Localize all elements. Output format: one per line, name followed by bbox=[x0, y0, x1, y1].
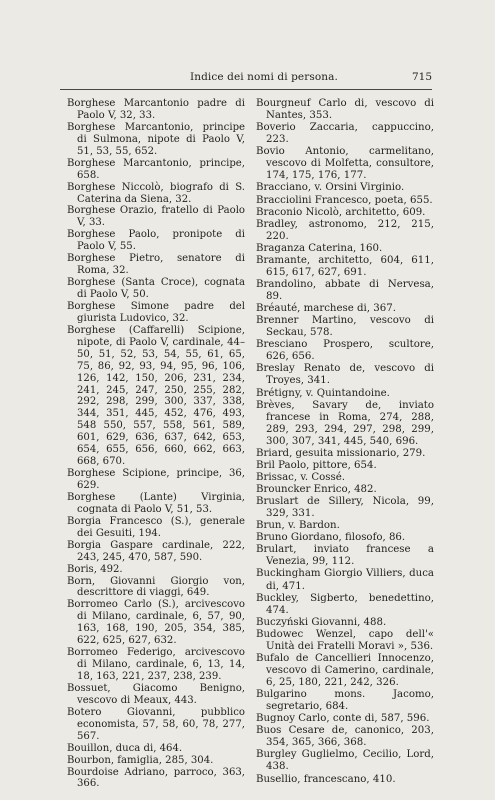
index-entry: Brulart, inviato francese a Venezia, 99, 112. bbox=[256, 544, 434, 568]
index-entry: Brèves, Savary de, inviato francese in Roma, 274, 288, 289, 293, 294, 297, 298, 299, 300, 307, 341, 445, 540, 696. bbox=[256, 399, 434, 447]
index-entry: Brun, v. Bardon. bbox=[256, 520, 340, 532]
index-entry: Bracciano, v. Orsini Virginio. bbox=[256, 182, 405, 194]
index-entry: Borghese Paolo, pronipote di Paolo V, 55. bbox=[67, 229, 245, 253]
running-header bbox=[60, 71, 432, 85]
index-entry: Brissac, v. Cossé. bbox=[256, 471, 345, 483]
index-entry: Bramante, architetto, 604, 611, 615, 617, 627, 691. bbox=[256, 254, 434, 278]
index-entry: Borghese Pietro, senatore di Roma, 32. bbox=[67, 253, 245, 277]
index-entry: Bradley, astronomo, 212, 215, 220. bbox=[256, 218, 434, 242]
index-entry: Bruno Giordano, filosofo, 86. bbox=[256, 532, 406, 544]
index-entry: Brandolino, abbate di Nervesa, 89. bbox=[256, 278, 434, 302]
index-entry: Buckley, Sigberto, benedettino, 474. bbox=[256, 592, 434, 616]
index-entry: Briard, gesuita missionario, 279. bbox=[256, 447, 426, 459]
index-entry: Borghese Niccolò, biografo di S. Caterina da Siena, 32. bbox=[67, 181, 245, 205]
index-entry: Borromeo Carlo (S.), arcivescovo di Milano, cardinale, 6, 57, 90, 163, 168, 190, 205, 354, 385, 622, 625, 627, 632. bbox=[67, 599, 245, 647]
header-rule bbox=[60, 89, 432, 90]
index-entry: Born, Giovanni Giorgio von, descrittore di viaggi, 649. bbox=[67, 575, 245, 599]
index-entry: Busellio, francescano, 410. bbox=[256, 773, 396, 785]
index-entry: Bouillon, duca di, 464. bbox=[67, 742, 183, 754]
index-entry: Breslay Renato de, vescovo di Troyes, 341. bbox=[256, 363, 434, 387]
index-entry: Buczyński Giovanni, 488. bbox=[256, 616, 387, 628]
index-entry: Bugnoy Carlo, conte di, 587, 596. bbox=[256, 713, 430, 725]
index-entry: Borgia Gaspare cardinale, 222, 243, 245, 470, 587, 590. bbox=[67, 539, 245, 563]
index-entry: Buos Cesare de, canonico, 203, 354, 365, 366, 368. bbox=[256, 725, 434, 749]
index-entry: Bourdoise Adriano, parroco, 363, 366. bbox=[67, 766, 245, 790]
index-entry: Budowec Wenzel, capo dell'« Unità dei Fratelli Moravi », 536. bbox=[256, 628, 434, 652]
index-entry: Brétigny, v. Quintandoine. bbox=[256, 387, 390, 399]
index-entry: Boris, 492. bbox=[67, 563, 123, 575]
index-entry: Bresciano Prospero, scultore, 626, 656. bbox=[256, 339, 434, 363]
index-entry: Borghese Simone padre del giurista Ludovico, 32. bbox=[67, 300, 245, 324]
index-entry: Braconio Nicolò, architetto, 609. bbox=[256, 206, 426, 218]
index-entry: Burgley Guglielmo, Cecilio, Lord, 438. bbox=[256, 749, 434, 773]
index-entry: Borghese Marcantonio, principe, 658. bbox=[67, 157, 245, 181]
index-entry: Bourbon, famiglia, 285, 304. bbox=[67, 754, 214, 766]
index-entry: Boverio Zaccaria, cappuccino, 223. bbox=[256, 122, 434, 146]
index-entry: Borghese Scipione, principe, 36, 629. bbox=[67, 468, 245, 491]
index-column-left bbox=[67, 98, 245, 790]
index-entry: Borghese Orazio, fratello di Paolo V, 33. bbox=[67, 205, 245, 229]
index-entry: Braganza Caterina, 160. bbox=[256, 242, 383, 254]
index-entry: Bourgneuf Carlo di, vescovo di Nantes, 353. bbox=[256, 98, 434, 122]
index-entry: Bossuet, Giacomo Benigno, vescovo di Meaux, 443. bbox=[67, 682, 245, 706]
index-entry: Bracciolini Francesco, poeta, 655. bbox=[256, 194, 433, 206]
index-entry: Borgia Francesco (S.), generale dei Gesuiti, 194. bbox=[67, 515, 245, 539]
header-title: Indice dei nomi di persona. bbox=[190, 71, 338, 83]
index-entry: Borghese (Caffarelli) Scipione, nipote, di Paolo V, cardinale, 44–50, 51, 52, 53, 54, 55, 61, 65, 75, 86, 92, 93, 94, 95, 96, 106, 126, 142, 150, 206, 231, 234, 241, 245, 247, 250, 255, 282, 292, 298, 299, 300, 337, 338, 344, 351, 445, 452, 476, 493, 548 550, 557, 558, 561, 589, 601, 629, 636, 637, 642, 653, 654, 655, 656, 660, 662, 663, 668, 670. bbox=[67, 324, 245, 468]
index-entry: Borghese Marcantonio padre di Paolo V, 32, 33. bbox=[67, 98, 245, 121]
index-entry: Brenner Martino, vescovo di Seckau, 578. bbox=[256, 315, 434, 339]
index-entry: Bruslart de Sillery, Nicola, 99, 329, 331. bbox=[256, 496, 434, 520]
index-entry: Bril Paolo, pittore, 654. bbox=[256, 459, 377, 471]
index-entry: Borghese (Santa Croce), cognata di Paolo V, 50. bbox=[67, 277, 245, 300]
index-entry: Buckingham Giorgio Villiers, duca di, 471. bbox=[256, 568, 434, 592]
index-column-right bbox=[256, 98, 434, 786]
index-entry: Bovio Antonio, carmelitano, vescovo di Molfetta, consultore, 174, 175, 176, 177. bbox=[256, 146, 434, 182]
index-entry: Borghese Marcantonio, principe di Sulmona, nipote di Paolo V, 51, 53, 55, 652. bbox=[67, 121, 245, 157]
index-entry: Bréauté, marchese di, 367. bbox=[256, 303, 396, 315]
index-entry: Borghese (Lante) Virginia, cognata di Paolo V, 51, 53. bbox=[67, 491, 245, 515]
index-entry: Borromeo Federigo, arcivescovo di Milano, cardinale, 6, 13, 14, 18, 163, 221, 237, 238, 239. bbox=[67, 647, 245, 682]
page-number: 715 bbox=[411, 71, 432, 83]
index-entry: Botero Giovanni, pubblico economista, 57, 58, 60, 78, 277, 567. bbox=[67, 706, 245, 742]
index-entry: Bulgarino mons. Jacomo, segretario, 684. bbox=[256, 689, 434, 713]
index-entry: Bufalo de Cancellieri Innocenzo, vescovo di Camerino, cardinale, 6, 25, 180, 221, 242, 326. bbox=[256, 652, 434, 688]
index-entry: Brouncker Enrico, 482. bbox=[256, 484, 377, 495]
